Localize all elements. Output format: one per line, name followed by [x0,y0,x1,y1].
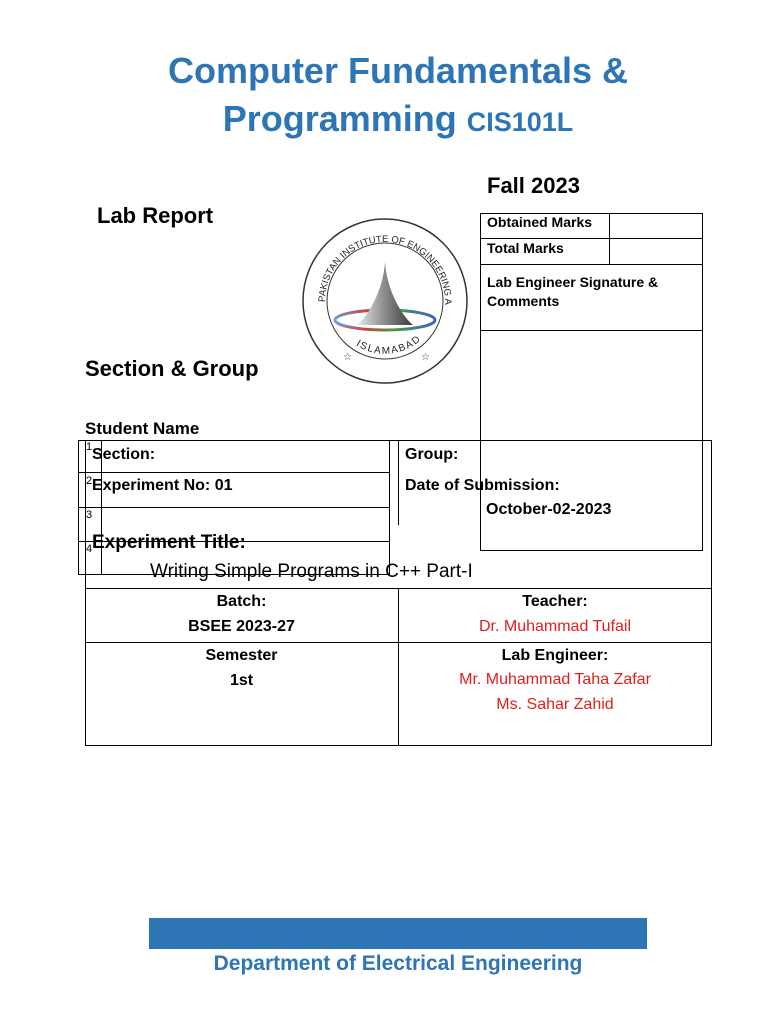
term-label: Fall 2023 [487,173,580,198]
course-code: CIS101L [466,107,574,137]
lab-report-label: Lab Report [97,203,214,228]
student-name-label: Student Name [85,419,200,438]
batch-label: Batch: [216,593,267,610]
experiment-title-label: Experiment Title: [92,532,246,553]
logo-city-text: ISLAMABAD [354,333,424,357]
batch-value: BSEE 2023-27 [188,618,295,635]
lab-engineer-name: Mr. Muhammad Taha Zafar [459,671,651,688]
student-row-number: 3 [86,509,93,521]
logo-ring-text: PAKISTAN INSTITUTE OF ENGINEERING A [316,233,454,305]
student-row-number: 4 [86,543,93,555]
experiment-title-value: Writing Simple Programs in C++ Part-I [150,561,473,582]
divider [398,440,399,525]
logo-seal [299,210,471,392]
total-marks-value[interactable] [609,238,703,265]
student-row-number: 1 [86,441,93,453]
date-of-submission-label: Date of Submission: [405,477,560,494]
teacher-label: Teacher: [522,593,588,610]
group-label: Group: [405,446,459,463]
section-group-label: Section & Group [85,356,259,381]
signature-label: Lab Engineer Signature & Comments [487,274,659,309]
document-title-line2 [0,96,768,145]
semester-label: Semester [205,647,278,664]
date-of-submission-value: October-02-2023 [486,501,612,518]
teacher-name: Dr. Muhammad Tufail [478,618,632,635]
lab-engineer-label: Lab Engineer: [501,647,609,664]
obtained-marks-value[interactable] [609,213,703,239]
lab-engineer-name: Ms. Sahar Zahid [496,696,614,713]
department-name: Department of Electrical Engineering [213,952,583,975]
institute-logo [299,210,471,392]
divider [398,588,399,746]
obtained-marks-label: Obtained Marks [487,214,593,230]
experiment-no-label: Experiment No: 01 [92,477,233,494]
title-text: Programming [222,98,457,139]
divider [85,642,712,643]
semester-value: 1st [229,672,254,689]
footer-bar [149,918,647,949]
document-title-line1: Computer Fundamentals & [167,50,629,91]
svg-text:☆: ☆ [421,352,430,363]
total-marks-label: Total Marks [487,240,564,256]
svg-text:☆: ☆ [343,352,352,363]
section-label: Section: [92,446,156,463]
student-row-number: 2 [86,475,93,487]
